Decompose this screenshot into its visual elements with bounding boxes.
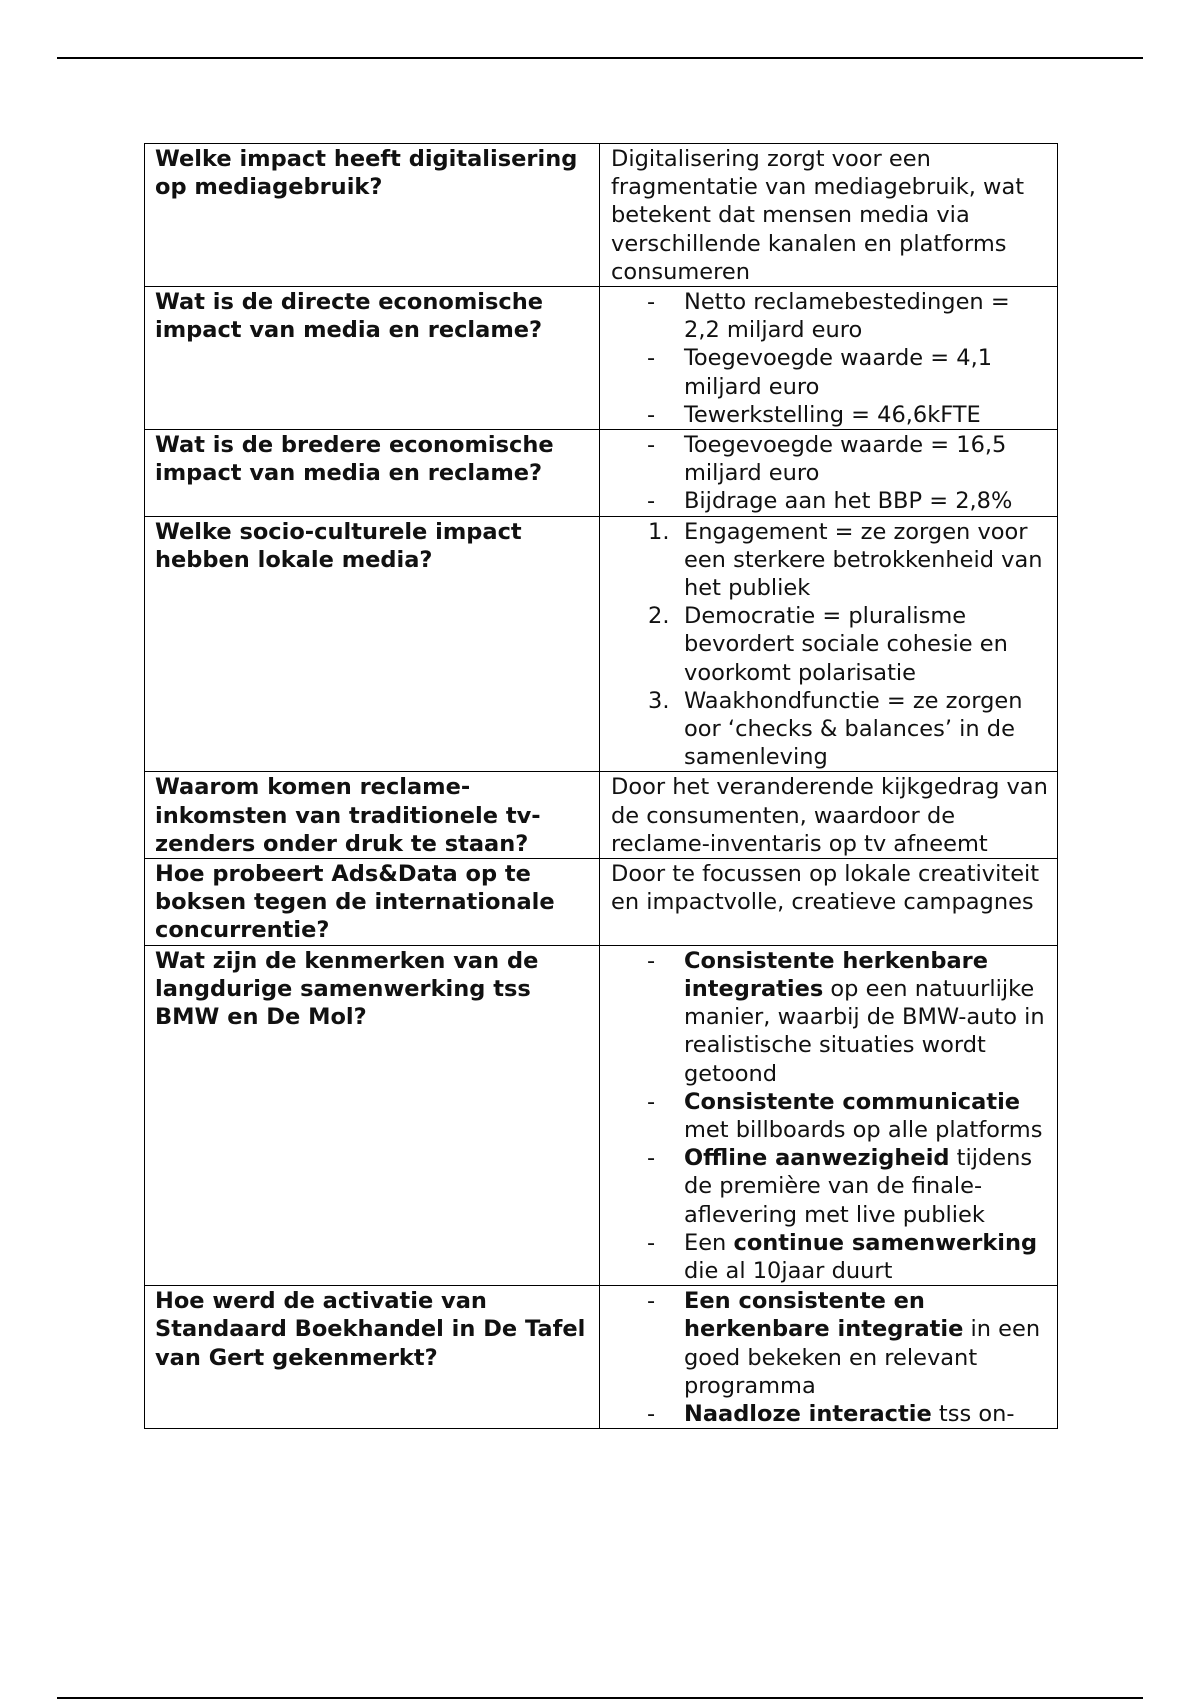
list-item: - Toegevoegde waarde = 16,5 miljard euro — [647, 432, 1007, 487]
list-item: - Offline aanwezigheid tijdens de première van de finale-aflevering met live publiek — [647, 1145, 1033, 1228]
answer-cell — [600, 1286, 1057, 1428]
list-item: - Consistente herkenbare integraties op een natuurlijke manier, waarbij de BMW-auto in realistische situaties wordt getoond — [647, 947, 1045, 1087]
answer-cell — [600, 430, 1057, 516]
answer-cell — [600, 946, 1057, 1285]
answer-cell: Door te focussen op lokale creativiteit en impactvolle, creatieve campagnes — [611, 861, 1040, 916]
dash-marker: - — [647, 432, 656, 459]
list-item: 3. Waakhondfunctie = ze zorgen oor ‘checks & balances’ in de samenleving — [648, 687, 1023, 771]
question-cell: Hoe werd de activatie van Standaard Boekhandel in De Tafel van Gert gekenmerkt? — [145, 1286, 600, 1428]
number-marker: 2. — [648, 603, 670, 630]
dash-marker: - — [647, 947, 656, 974]
question-cell: Wat is de directe economische impact van media en reclame? — [145, 287, 600, 429]
list-item: - Naadloze interactie tss on- — [647, 1400, 1015, 1427]
list-item: - Toegevoegde waarde = 4,1 miljard euro — [647, 345, 993, 400]
question-cell: Wat zijn de kenmerken van de langdurige samenwerking tss BMW en De Mol? — [145, 946, 600, 1285]
number-marker: 3. — [648, 687, 670, 714]
table-row — [145, 858, 1057, 945]
question-cell: Welke impact heeft digitalisering op mediagebruik? — [145, 144, 600, 286]
bullet-list — [611, 288, 1051, 429]
list-item: - Consistente communicatie met billboards op alle platforms — [647, 1088, 1043, 1143]
list-item: - Tewerkstelling = 46,6kFTE — [647, 401, 981, 428]
dash-marker: - — [647, 1229, 656, 1256]
bullet-list — [611, 1287, 1051, 1428]
dash-marker: - — [647, 1288, 656, 1315]
table-row — [145, 286, 1057, 429]
answer-cell — [600, 287, 1057, 429]
question-cell: Wat is de bredere economische impact van media en reclame? — [145, 430, 600, 516]
dash-marker: - — [647, 488, 656, 515]
numbered-list — [611, 518, 1051, 772]
dash-marker: - — [647, 1400, 656, 1427]
list-item: 2. Democratie = pluralisme bevordert sociale cohesie en voorkomt polarisatie — [648, 603, 1008, 686]
question-cell: Welke socio-culturele impact hebben lokale media? — [145, 517, 600, 772]
table-row — [145, 144, 1057, 286]
dash-marker: - — [647, 401, 656, 428]
footer-rule — [57, 1697, 1143, 1699]
table-row — [145, 516, 1057, 772]
bullet-list — [611, 431, 1051, 516]
question-cell: Waarom komen reclame-inkomsten van traditionele tv-zenders onder druk te staan? — [145, 772, 600, 858]
dash-marker: - — [647, 1145, 656, 1172]
header-rule — [57, 57, 1143, 59]
answer-cell: Digitalisering zorgt voor een fragmentatie van mediagebruik, wat betekent dat mensen media via verschillende kanalen en platforms consumeren — [611, 146, 1025, 285]
list-item: - Een consistente en herkenbare integratie in een goed bekeken en relevant programma — [647, 1288, 1041, 1399]
question-cell: Hoe probeert Ads&Data op te boksen tegen de internationale concurrentie? — [145, 859, 600, 945]
list-item: - Netto reclamebestedingen = 2,2 miljard euro — [647, 289, 1010, 344]
dash-marker: - — [647, 1088, 656, 1115]
qa-table — [144, 143, 1058, 1429]
table-row — [145, 945, 1057, 1285]
list-item: - Bijdrage aan het BBP = 2,8% — [647, 488, 1013, 515]
dash-marker: - — [647, 289, 656, 316]
answer-cell — [600, 517, 1057, 772]
table-row — [145, 429, 1057, 516]
number-marker: 1. — [648, 518, 670, 545]
list-item: 1. Engagement = ze zorgen voor een sterkere betrokkenheid van het publiek — [648, 518, 1043, 602]
bullet-list — [611, 947, 1051, 1285]
list-item: - Een continue samenwerking die al 10jaar duurt — [647, 1229, 1038, 1284]
table-row — [145, 1285, 1057, 1428]
dash-marker: - — [647, 345, 656, 372]
answer-cell: Door het veranderende kijkgedrag van de consumenten, waardoor de reclame-inventaris op tv afneemt — [611, 774, 1048, 857]
table-row — [145, 771, 1057, 858]
